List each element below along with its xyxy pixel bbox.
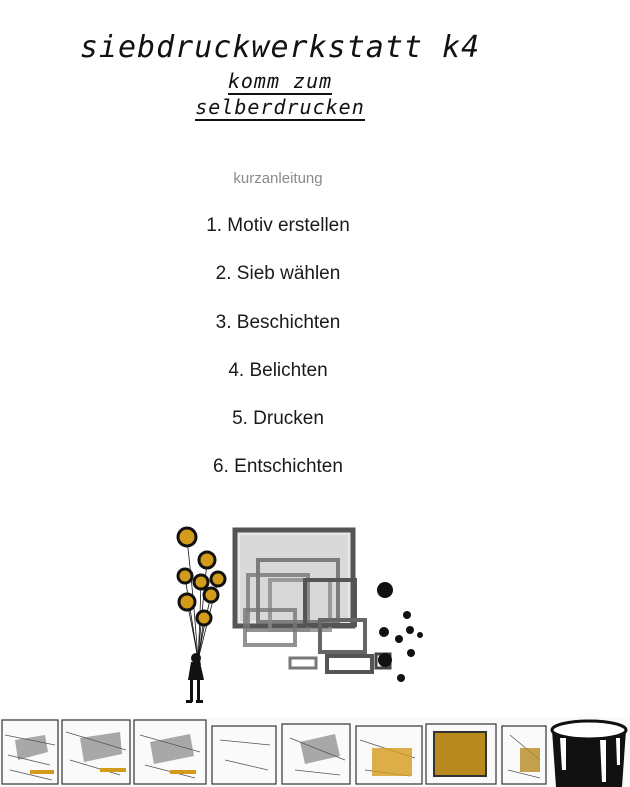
site-logo [0,28,560,120]
site-subtitle-line2: selberdrucken [195,95,365,119]
step-link-4[interactable]: 4. Belichten [228,359,328,381]
site-title: siebdruckwerkstatt k4 [79,30,481,65]
screen-frames-icon [235,530,390,672]
section-label: kurzanleitung [233,170,323,187]
process-filmstrip [0,717,630,787]
step-link-1[interactable]: 1. Motiv erstellen [206,215,350,236]
illustration [0,520,630,787]
balloons-icon [178,528,225,660]
site-subtitle-line1: komm zum [227,69,333,93]
step-link-3[interactable]: 3. Beschichten [215,311,341,333]
girl-silhouette-icon [186,653,204,703]
step-link-2[interactable]: 2. Sieb wählen [215,263,341,285]
step-link-6[interactable]: 6. Entschichten [213,456,343,478]
paint-bucket-icon [552,721,626,787]
steps-list [0,215,556,505]
step-link-5[interactable]: 5. Drucken [232,408,324,430]
